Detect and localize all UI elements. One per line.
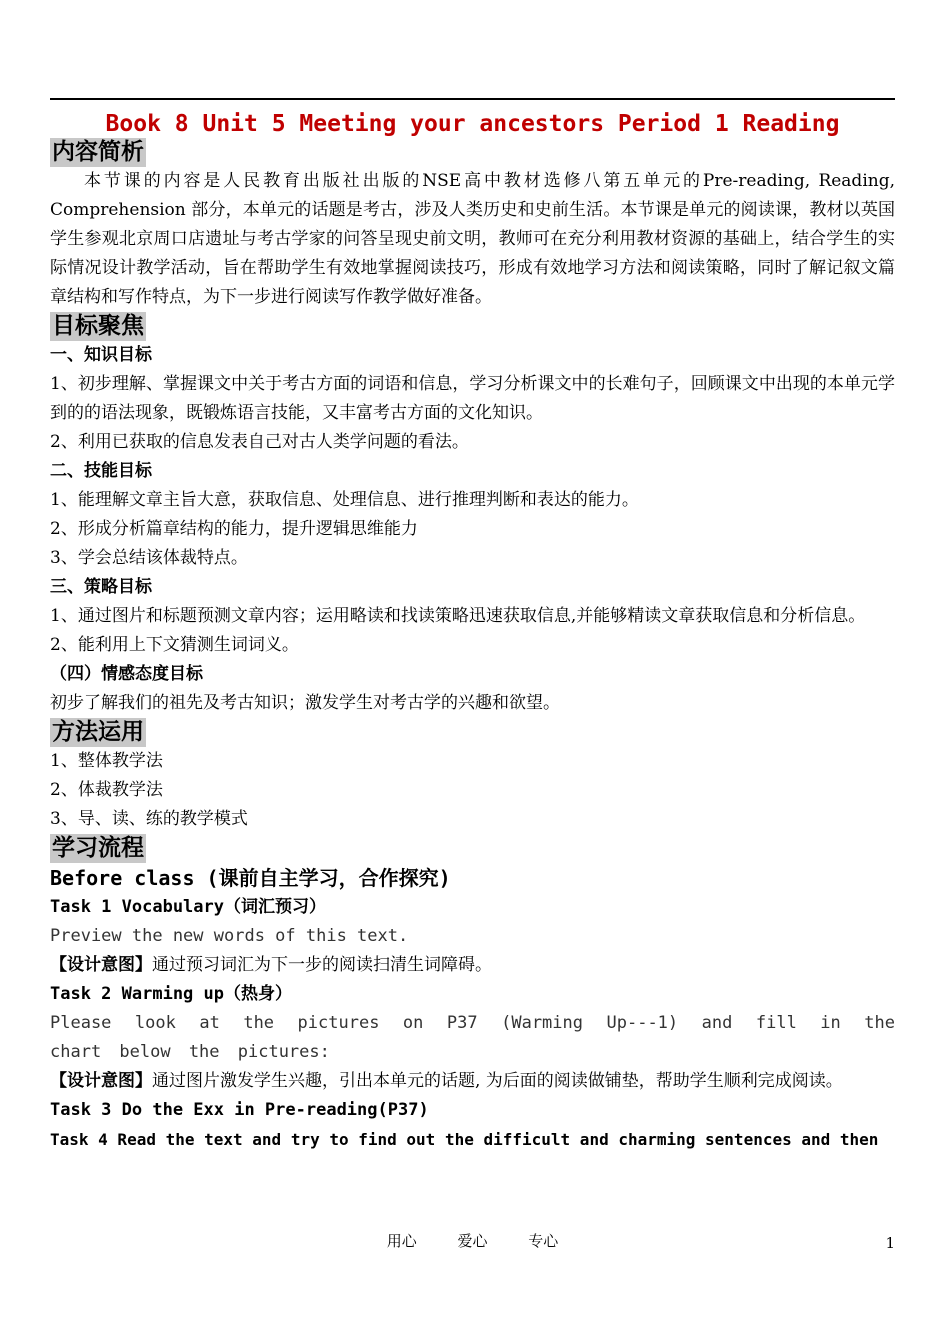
method-item-2: 2、体裁教学法 xyxy=(50,780,163,800)
intent-label: 【设计意图】 xyxy=(50,955,152,975)
knowledge-goal-2: 2、利用已获取的信息发表自己对古人类学问题的看法。 xyxy=(50,432,469,452)
section-heading-methods: 方法运用 xyxy=(52,719,144,745)
knowledge-goal-1: 1、初步理解、掌握课文中关于考古方面的词语和信息，学习分析课文中的长难句子，回顾课文中出现的本单元学到的的语法现象，既锻炼语言技能，又丰富考古方面的文化知识。 xyxy=(50,374,895,423)
overview-paragraph: 本节课的内容是人民教育出版社出版的NSE高中教材选修八第五单元的Pre-reading, Reading, Comprehension 部分，本单元的话题是考古，涉及人类历史和史前生活。本节课是单元的阅读课，教材以英国学生参观北京周口店遗址与考古学家的问答呈现史前文明，教师可在充分利用教材资源的基础上，结合学生的实际情况设计教学活动，旨在帮助学生有效地掌握阅读技巧，形成有效地学习方法和阅读策略，同时了解记叙文篇章结构和写作特点，为下一步进行阅读写作教学做好准备。 xyxy=(50,171,895,307)
emotion-goal-1: 初步了解我们的祖先及考古知识；激发学生对考古学的兴趣和欲望。 xyxy=(50,693,560,713)
page-footer xyxy=(50,1230,895,1254)
document-title: Book 8 Unit 5 Meeting your ancestors Period 1 Reading xyxy=(105,111,840,137)
before-class-title: Before class (课前自主学习，合作探究) xyxy=(50,866,451,890)
knowledge-goals-title: 一、知识目标 xyxy=(50,345,152,365)
section-heading-overview: 内容简析 xyxy=(52,139,144,165)
intent-label: 【设计意图】 xyxy=(50,1071,152,1091)
section-process xyxy=(50,834,895,1154)
task2-title: Task 2 Warming up（热身） xyxy=(50,984,292,1004)
section-methods xyxy=(50,718,895,834)
emotion-goals-title: （四）情感态度目标 xyxy=(50,664,203,684)
footer-word-2: 爱心 xyxy=(457,1232,488,1250)
task4-title: Task 4 Read the text and try to find out the difficult and charming sentences and then xyxy=(50,1130,879,1149)
section-heading-process: 学习流程 xyxy=(52,835,144,861)
task3-title: Task 3 Do the Exx in Pre-reading(P37) xyxy=(50,1100,429,1120)
footer-motto xyxy=(50,1230,895,1251)
skill-goal-1: 1、能理解文章主旨大意，获取信息、处理信息、进行推理判断和表达的能力。 xyxy=(50,490,639,510)
strategy-goal-2: 2、能利用上下文猜测生词词义。 xyxy=(50,635,299,655)
task1-intent-text: 通过预习词汇为下一步的阅读扫清生词障碍。 xyxy=(152,955,492,975)
page-number: 1 xyxy=(885,1234,895,1252)
section-goals xyxy=(50,312,895,718)
task2-text: Please look at the pictures on P37 (Warming Up---1) and fill in the chart below the pictures: xyxy=(50,1013,895,1062)
method-item-1: 1、整体教学法 xyxy=(50,751,163,771)
footer-word-1: 用心 xyxy=(386,1232,417,1250)
task1-text: Preview the new words of this text. xyxy=(50,926,409,946)
section-heading-goals: 目标聚焦 xyxy=(52,313,144,339)
strategy-goal-1: 1、通过图片和标题预测文章内容；运用略读和找读策略迅速获取信息,并能够精读文章获取信息和分析信息。 xyxy=(50,606,866,626)
method-item-3: 3、导、读、练的教学模式 xyxy=(50,809,248,829)
task1-intent xyxy=(50,951,895,980)
task2-intent-text: 通过图片激发学生兴趣，引出本单元的话题, 为后面的阅读做铺垫，帮助学生顺利完成阅读。 xyxy=(152,1071,843,1091)
skill-goal-3: 3、学会总结该体裁特点。 xyxy=(50,548,248,568)
strategy-goals-title: 三、策略目标 xyxy=(50,577,152,597)
document-body xyxy=(50,138,895,1154)
footer-word-3: 专心 xyxy=(528,1232,559,1250)
task1-title: Task 1 Vocabulary（词汇预习） xyxy=(50,897,326,917)
skill-goals-title: 二、技能目标 xyxy=(50,461,152,481)
header-rule xyxy=(50,98,895,100)
skill-goal-2: 2、形成分析篇章结构的能力，提升逻辑思维能力 xyxy=(50,519,418,539)
task2-intent xyxy=(50,1067,895,1096)
section-overview xyxy=(50,138,895,312)
